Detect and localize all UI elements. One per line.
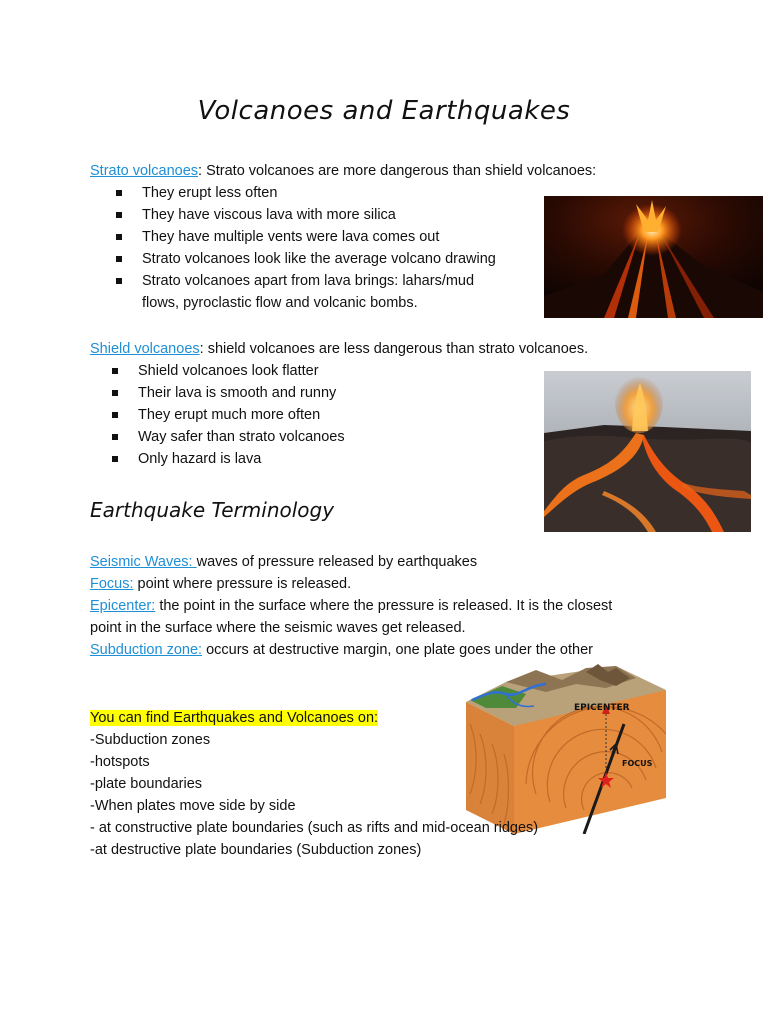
epicenter-label: EPICENTER xyxy=(574,703,630,713)
bullet-square-icon xyxy=(116,190,122,196)
shield-desc: : shield volcanoes are less dangerous than strato volcanoes. xyxy=(199,341,589,357)
list-item: -When plates move side by side xyxy=(90,798,296,814)
list-item: Their lava is smooth and runny xyxy=(112,382,345,404)
strato-intro xyxy=(90,160,596,182)
strato-desc: : Strato volcanoes are more dangerous than shield volcanoes: xyxy=(198,163,597,179)
bullet-square-icon xyxy=(116,256,122,262)
page-title: Volcanoes and Earthquakes xyxy=(197,96,571,126)
bullet-square-icon xyxy=(116,278,122,284)
shield-bullet-list xyxy=(112,360,345,470)
term-seismic: Seismic Waves: waves of pressure released by earthquakes xyxy=(90,554,478,570)
list-item: -at destructive plate boundaries (Subduction zones) xyxy=(90,842,422,858)
earthquake-heading: Earthquake Terminology xyxy=(90,498,335,522)
term-epicenter-continued: point in the surface where the seismic waves get released. xyxy=(90,620,466,636)
bullet-square-icon xyxy=(116,234,122,240)
bullet-square-icon xyxy=(112,368,118,374)
shield-intro xyxy=(90,338,588,360)
bullet-square-icon xyxy=(112,412,118,418)
list-item: -hotspots xyxy=(90,754,150,770)
list-item: Only hazard is lava xyxy=(112,448,345,470)
list-item: They have multiple vents were lava comes out xyxy=(116,226,496,248)
focus-label: FOCUS xyxy=(622,759,653,768)
list-item: Shield volcanoes look flatter xyxy=(112,360,345,382)
strato-bullet-list xyxy=(116,182,496,314)
strato-volcano-image xyxy=(544,196,763,318)
shield-volcano-image xyxy=(544,371,751,532)
earthquake-block-diagram xyxy=(466,664,666,834)
list-item: -plate boundaries xyxy=(90,776,203,792)
list-item: - at constructive plate boundaries (such as rifts and mid-ocean ridges) xyxy=(90,820,539,836)
term-epicenter: Epicenter: the point in the surface where the pressure is released. It is the closest xyxy=(90,598,613,614)
list-item: Strato volcanoes look like the average volcano drawing xyxy=(116,248,496,270)
list-item: Way safer than strato volcanoes xyxy=(112,426,345,448)
bullet-square-icon xyxy=(116,212,122,218)
find-heading: You can find Earthquakes and Volcanoes on: xyxy=(90,710,379,726)
list-item: They erupt much more often xyxy=(112,404,345,426)
term-subduction: Subduction zone: occurs at destructive margin, one plate goes under the other xyxy=(90,642,593,658)
list-item: Strato volcanoes apart from lava brings: lahars/mud flows, pyroclastic flow and volcanic bombs. xyxy=(116,270,496,314)
list-item: They erupt less often xyxy=(116,182,496,204)
term-focus: Focus: point where pressure is released. xyxy=(90,576,352,592)
list-item: -Subduction zones xyxy=(90,732,211,748)
strato-term: Strato volcanoes xyxy=(90,163,199,179)
bullet-square-icon xyxy=(112,390,118,396)
list-item: They have viscous lava with more silica xyxy=(116,204,496,226)
bullet-square-icon xyxy=(112,456,118,462)
bullet-square-icon xyxy=(112,434,118,440)
shield-term: Shield volcanoes xyxy=(90,341,200,357)
